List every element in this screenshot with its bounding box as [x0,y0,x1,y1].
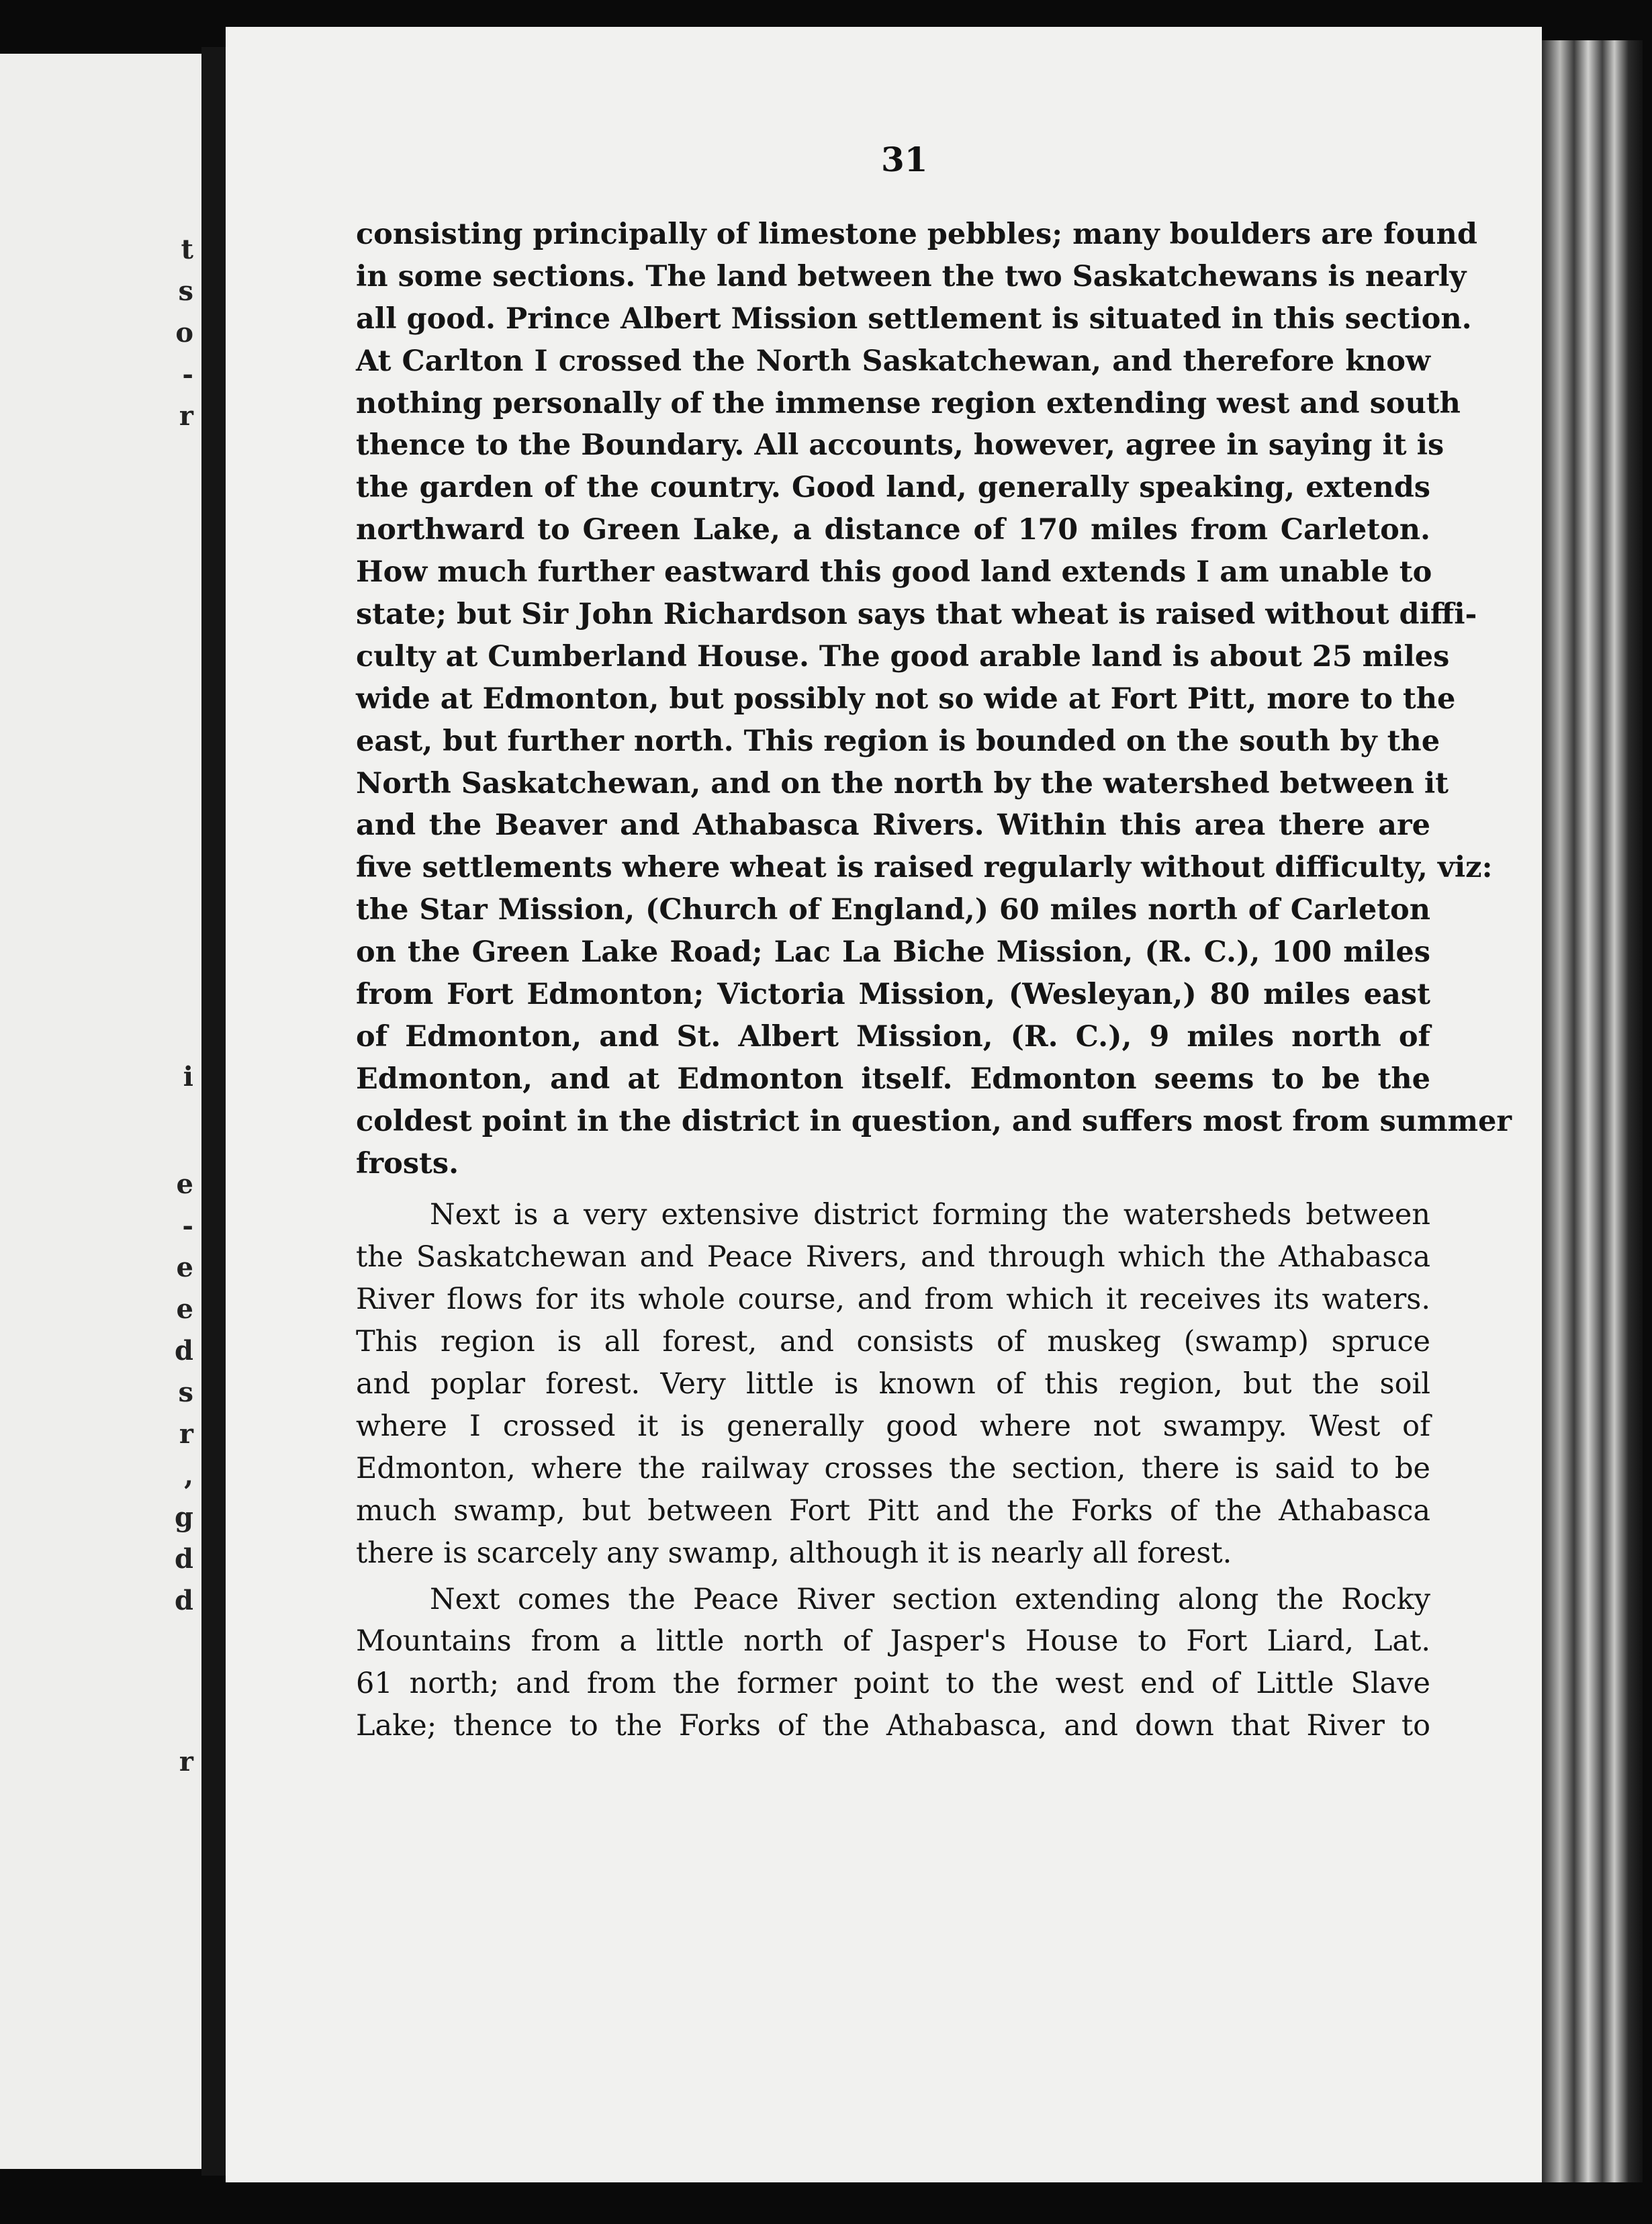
left-fragment: s [178,1377,193,1408]
left-fragment: i [183,1061,193,1093]
left-page-edge [0,54,201,2169]
text-line: 61 north; and from the former point to the west end of Little Slave [356,1667,1430,1701]
left-fragment: t [181,234,193,265]
text-line: How much further eastward this good land extends I am unable to [356,555,1432,590]
text-line: the Saskatchewan and Peace Rivers, and through which the Athabasca [356,1240,1430,1275]
left-fragment: e [176,1168,193,1200]
text-line: and the Beaver and Athabasca Rivers. Within this area there are [356,808,1430,843]
text-line: nothing personally of the immense region extending west and south [356,386,1461,420]
page-body [356,214,1512,1747]
text-line: state; but Sir John Richardson says that wheat is raised without diffi- [356,598,1477,632]
left-fragment: , [184,1460,193,1491]
text-line: five settlements where wheat is raised regularly without difficulty, viz: [356,851,1493,885]
left-fragment: e [176,1293,193,1325]
text-line: and poplar forest. Very little is known of this region, but the soil [356,1367,1430,1401]
text-line: Next comes the Peace River section extending along the Rocky [430,1582,1430,1616]
left-fragment: d [175,1585,193,1616]
text-line: Lake; thence to the Forks of the Athabasca, and down that River to [356,1709,1430,1743]
left-fragment: e [176,1252,193,1283]
text-line: thence to the Boundary. All accounts, however, agree in saying it is [356,428,1444,463]
text-line: of Edmonton, and St. Albert Mission, (R. C.), 9 miles north of [356,1019,1430,1054]
text-line: Mountains from a little north of Jasper's House to Fort Liard, Lat. [356,1624,1430,1659]
text-line: consisting principally of limestone pebbles; many boulders are found [356,218,1477,251]
text-line: At Carlton I crossed the North Saskatchewan, and therefore know [356,344,1430,378]
text-line: wide at Edmonton, but possibly not so wide at Fort Pitt, more to the [356,682,1456,716]
paragraph-2 [356,1194,1430,1574]
text-line: coldest point in the district in question, and suffers most from summer [356,1104,1512,1138]
text-line: the Star Mission, (Church of England,) 60 miles north of Carleton [356,893,1430,927]
page-number: 31 [881,140,928,179]
text-line: in some sections. The land between the two Saskatchewans is nearly [356,259,1467,293]
text-line: all good. Prince Albert Mission settlement is situated in this section. [356,302,1472,336]
left-fragment: d [175,1543,193,1575]
text-line: from Fort Edmonton; Victoria Mission, (Wesleyan,) 80 miles east [356,978,1430,1012]
left-fragment: g [175,1501,193,1533]
left-fragment: r [179,400,193,432]
text-line: Next is a very extensive district forming the watersheds between [430,1198,1430,1232]
text-line: where I crossed it is generally good where not swampy. West of [356,1409,1430,1443]
left-fragment: - [182,1210,193,1242]
text-line: the garden of the country. Good land, generally speaking, extends [356,471,1430,505]
paragraph-1 [356,214,1512,1185]
text-line: much swamp, but between Fort Pitt and the Forks of the Athabasca [356,1493,1430,1528]
text-line: on the Green Lake Road; Lac La Biche Mission, (R. C.), 100 miles [356,935,1430,970]
text-line: This region is all forest, and consists of muskeg (swamp) spruce [356,1325,1430,1359]
text-line: Edmonton, where the railway crosses the section, there is said to be [356,1451,1430,1485]
text-line: culty at Cumberland House. The good arable land is about 25 miles [356,639,1450,674]
left-fragment: d [175,1335,193,1366]
book-gutter [201,47,226,2176]
text-line: North Saskatchewan, and on the north by the watershed between it [356,766,1449,800]
page-stack-edge [1542,40,1643,2182]
text-line: east, but further north. This region is bounded on the south by the [356,724,1440,758]
paragraph-3 [356,1579,1430,1748]
left-fragment: - [182,359,193,390]
text-line: there is scarcely any swamp, although it is nearly all forest. [356,1536,1232,1570]
left-fragment: r [179,1418,193,1450]
text-line: River flows for its whole course, and from which it receives its waters. [356,1283,1430,1317]
text-line: Edmonton, and at Edmonton itself. Edmonton seems to be the [356,1062,1430,1096]
text-line: northward to Green Lake, a distance of 170 miles from Carleton. [356,513,1430,547]
left-fragment: s [178,275,193,307]
text-line: frosts. [356,1146,459,1180]
left-fragment: o [175,317,193,349]
left-fragment: r [179,1746,193,1777]
